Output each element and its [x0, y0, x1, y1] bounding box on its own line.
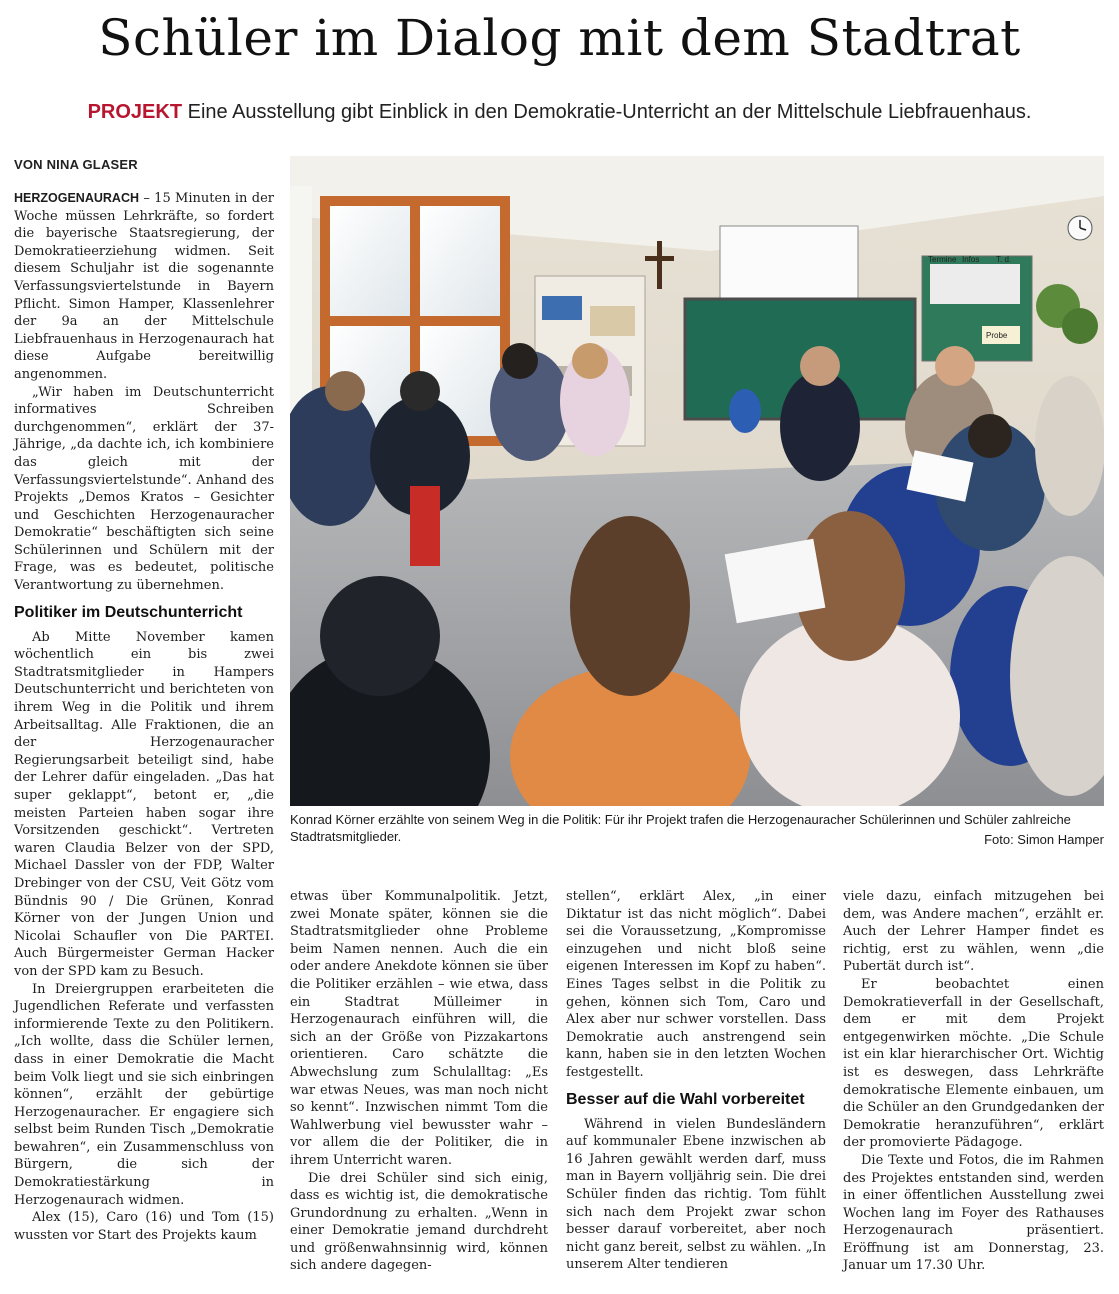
subheadline-text: Eine Ausstellung gibt Einblick in den Demokratie-Unterricht an der Mittelschule Liebfrauenhaus.: [187, 101, 1032, 123]
article-column-4: [843, 888, 1104, 1275]
headline: Schüler im Dialog mit dem Stadtrat: [98, 9, 1021, 67]
paragraph: Während in vielen Bundesländern auf kommunaler Ebene inzwischen ab 16 Jahren gewählt werden darf, muss man in Bayern volljährig sein. Die drei Schüler finden das richtig. Tom fühlt sich nach dem Projekt zwar schon besser darauf vorbereitet, aber noch nicht ganz bereit, selbst zu wählen. „In unserem Alter tendieren: [566, 1116, 826, 1273]
byline: VON NINA GLASER: [14, 157, 138, 172]
board-label: Termine: [928, 255, 957, 264]
subheadline-kicker: PROJEKT: [87, 101, 183, 123]
paragraph-continued: stellen“, erklärt Alex, „in einer Diktatur ist das nicht möglich“. Dabei sei die Voraussetzung, „Kompromisse einzugehen und nicht bloß seine eigenen Interessen im Kopf zu haben“. Eines Tages selbst in die Politik zu gehen, können sich Tom, Caro und Alex aber nur schwer vorstellen. Dass Demokratie auch anstrengend sein kann, haben sie in den letzten Wochen festgestellt.: [566, 889, 826, 1080]
subheading: Politiker im Deutschunterricht: [14, 603, 243, 621]
board-label: T. d.: [996, 255, 1012, 264]
paragraph: Die drei Schüler sind sich einig, dass es wichtig ist, die demokratische Grundordnung zu erhalten. „Wenn in einer Demokratie jemand durchdreht und größenwahnsinnig wird, können sich andere dagegen-: [290, 1170, 548, 1274]
subheading: Besser auf die Wahl vorbereitet: [566, 1090, 805, 1108]
photo-credit: Foto: Simon Hamper: [984, 832, 1104, 847]
classroom-photo: [290, 156, 1104, 806]
article-column-1: [14, 190, 274, 1244]
paragraph: „Wir haben im Deutschunterricht informatives Schreiben durchgenommen“, erklärt der 37-Jährige, „da dachte ich, ich kombiniere das gleich mit der Verfassungsviertelstunde“. Anhand des Projekts „Demos Kratos – Gesichter und Geschichten Herzogenauracher Demokratie“ beschäftigten sich seine Schülerinnen und Schülern mit der Frage, was es bedeutet, politische Verantwortung zu übernehmen.: [14, 384, 274, 594]
paragraph: Er beobachtet einen Demokratieverfall in der Gesellschaft, dem er mit dem Projekt entgegenwirken möchte. „Die Schule ist ein klar hierarchischer Ort. Wichtig ist es deswegen, dass Lehrkräfte demokratische Elemente einbauen, um die Schüler an den Grundgedanken der Demokratie heranzuführen“, erklärt der promovierte Pädagoge.: [843, 976, 1104, 1151]
paragraph-continued: etwas über Kommunalpolitik. Jetzt, zwei Monate später, können sie die Stadtratsmitglieder ohne Probleme beim Namen nennen. Auch die ein oder andere Anekdote können sie über die Politiker erzählen – wie etwa, dass ein Stadtrat Mülleimer in Herzogenaurach einführen will, die sich an der Größe von Pizzakartons orientieren. Caro schätzte die Abwechslung zum Schulalltag: „Es war etwas Neues, was man noch nicht so kennt“. Inzwischen nimmt Tom die Wahlwerbung viel bewusster wahr – vor allem die der Politiker, die in ihrem Unterricht waren.: [290, 889, 548, 1168]
lead-text: – 15 Minuten in der Woche müssen Lehrkräfte, so fordert die bayerische Staatsregierung, der Demokratieerziehung widmen. Seit diesem Schuljahr ist die sogenannte Verfassungsviertelstunde in Bayern Pflicht. Simon Hamper, Klassenlehrer der 9a an der Mittelschule Liebfrauenhaus in Herzogenaurach hat diese Aufgabe bereitwillig angenommen.: [14, 191, 274, 382]
article-column-3: [566, 888, 826, 1274]
article-photo: [290, 156, 1104, 806]
paragraph: Alex (15), Caro (16) und Tom (15) wussten vor Start des Projekts kaum: [14, 1210, 274, 1243]
paragraph: Ab Mitte November kamen wöchentlich ein bis zwei Stadtratsmitglieder in Hampers Deutschunterricht und berichteten von ihrem Weg in die Politik und ihrem Arbeitsalltag. Alle Fraktionen, die an der Herzogenauracher Regierungsarbeit beteiligt sind, habe der Lehrer dafür eingeladen. „Das hat super geklappt“, betont er, „die meisten Parteien haben sogar ihre Vorsitzenden geschickt“. Vertreten waren Claudia Belzer von der SPD, Michael Dassler von der FDP, Walter Drebinger von der CSU, Veit Götz vom Bündnis 90 / Die Grünen, Konrad Körner von der Jungen Union und Nicolai Schaufler von Die PARTEI. Auch Bürgermeister German Hacker von der SPD kam zu Besuch.: [14, 629, 274, 979]
paragraph: Die Texte und Fotos, die im Rahmen des Projektes entstanden sind, werden in einer öffentlichen Ausstellung zwei Wochen lang im Foyer des Rathauses Herzogenaurach präsentiert. Eröffnung ist am Donnerstag, 23. Januar um 17.30 Uhr.: [843, 1152, 1104, 1274]
lead-paragraph: [14, 190, 274, 384]
board-label: Infos: [962, 255, 980, 264]
photo-caption: Konrad Körner erzählte von seinem Weg in die Politik: Für ihr Projekt trafen die Herzogenauracher Schülerinnen und Schüler zahlreiche Stadtratsmitglieder.: [290, 812, 1071, 844]
paragraph-continued: viele dazu, einfach mitzugehen bei dem, was Andere machen“, erzählt er. Auch der Lehrer Hamper findet es richtig, erst zu wählen, wenn „die Pubertät durch ist“.: [843, 889, 1104, 975]
dateline: HERZOGENAURACH: [14, 191, 139, 205]
article-column-2: [290, 888, 548, 1275]
paragraph: In Dreiergruppen erarbeiteten die Jugendlichen Referate und verfassten informierende Texte zu den Politikern. „Ich wollte, dass die Schüler lernen, dass in einer Demokratie die Macht beim Volk liegt und sie sich einbringen können“, erzählt der gebürtige Herzogenauracher. Er engagiere sich selbst beim Runden Tisch „Demokratie bewahren“, ein Zusammenschluss von Bürgern, die sich der Demokratiestärkung in Herzogenaurach widmen.: [14, 981, 274, 1208]
board-label: Probe: [986, 331, 1008, 340]
subheadline: [0, 98, 1119, 126]
